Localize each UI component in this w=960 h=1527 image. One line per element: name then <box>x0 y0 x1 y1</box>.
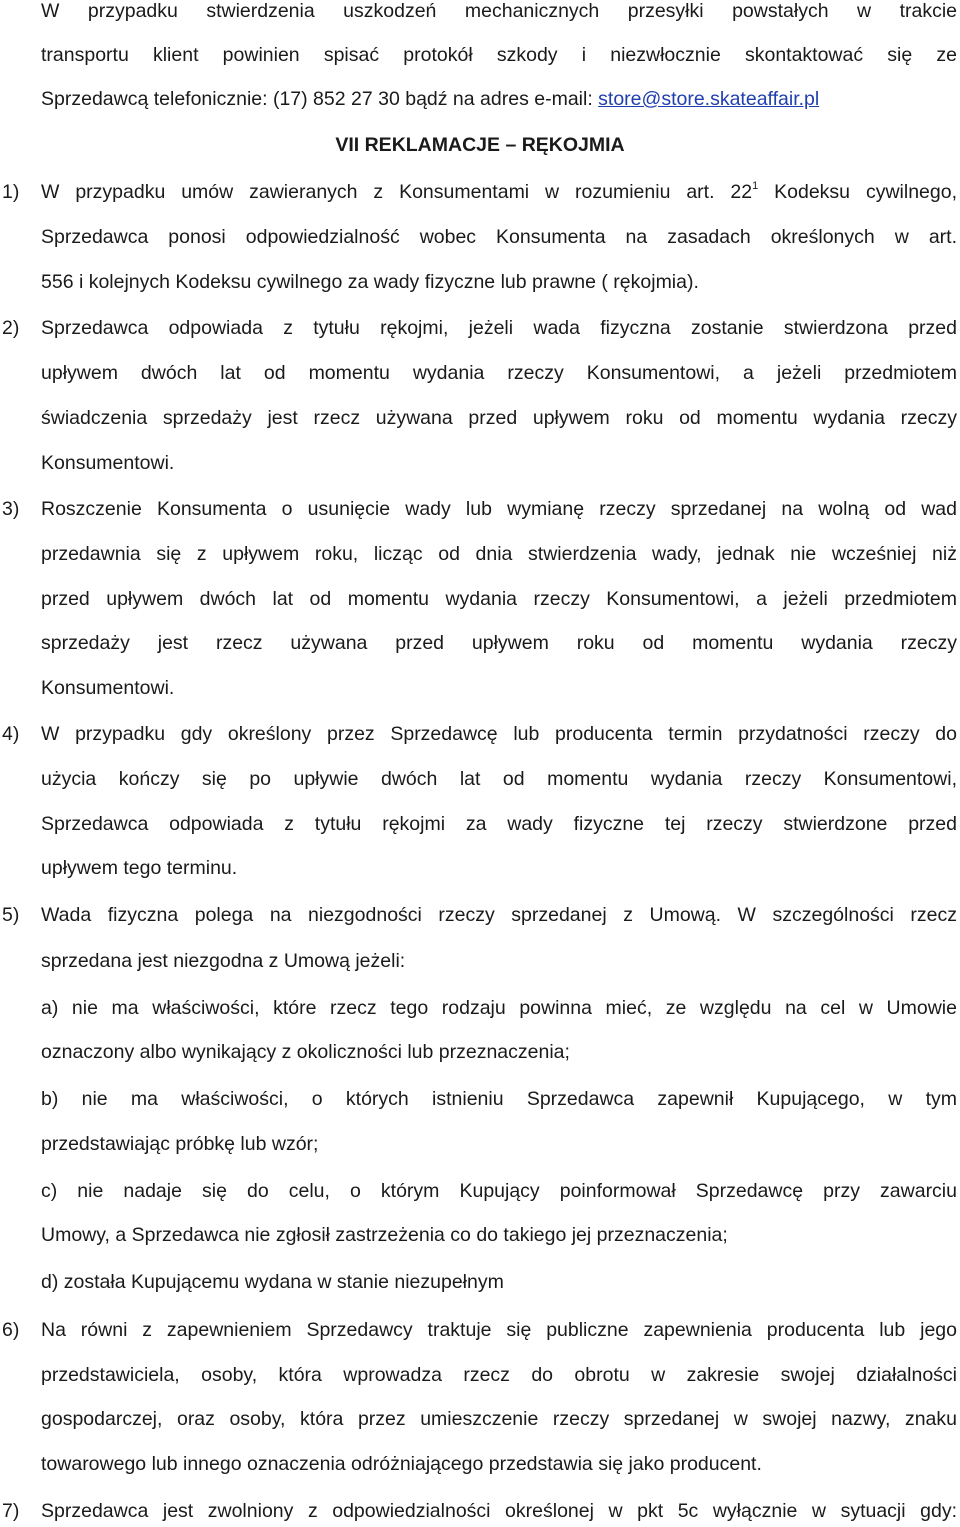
item-1-line-1 <box>41 177 957 207</box>
item-5-point-a-line-2: oznaczony albo wynikający z okoliczności lub przeznaczenia; <box>41 1041 570 1063</box>
item-6-number: 6) <box>2 1319 20 1341</box>
item-1-line-1-tail: Kodeksu cywilnego, <box>758 181 957 203</box>
item-5-number: 5) <box>2 904 20 926</box>
intro-line-3 <box>41 84 957 114</box>
item-1-line-1-text: W przypadku umów zawieranych z Konsumentami w rozumieniu art. 22 <box>41 181 753 203</box>
item-1-line-3: 556 i kolejnych Kodeksu cywilnego za wady fizyczne lub prawne ( rękojmia). <box>41 271 699 293</box>
item-6-line-4: towarowego lub innego oznaczenia odróżniającego przedstawia się jako producent. <box>41 1453 762 1475</box>
section-title: VII REKLAMACJE – RĘKOJMIA <box>335 134 625 156</box>
item-3-line-1: Roszczenie Konsumenta o usunięcie wady lub wymianę rzeczy sprzedanej na wolną od wad <box>41 498 957 520</box>
item-5-point-a-line-1: a) nie ma właściwości, które rzecz tego rodzaju powinna mieć, ze względu na cel w Umowie <box>41 997 957 1019</box>
item-5-line-2: sprzedana jest niezgodna z Umową jeżeli: <box>41 950 406 972</box>
item-4-number: 4) <box>2 723 20 745</box>
item-4-line-4: upływem tego terminu. <box>41 857 238 879</box>
item-6-line-2: przedstawiciela, osoby, która wprowadza rzecz do obrotu w zakresie swojej działalności <box>41 1364 957 1386</box>
item-3-line-3: przed upływem dwóch lat od momentu wydania rzeczy Konsumentowi, a jeżeli przedmiotem <box>41 588 957 610</box>
item-5-point-c-line-1: c) nie nadaje się do celu, o którym Kupujący poinformował Sprzedawcę przy zawarciu <box>41 1180 957 1202</box>
item-3-number: 3) <box>2 498 20 520</box>
item-2-line-4: Konsumentowi. <box>41 452 175 474</box>
email-link[interactable]: store@store.skateaffair.pl <box>598 88 820 110</box>
item-5-point-d-line-1: d) została Kupującemu wydana w stanie niezupełnym <box>41 1271 504 1293</box>
item-1-line-2: Sprzedawca ponosi odpowiedzialność wobec Konsumenta na zasadach określonych w art. <box>41 226 957 248</box>
item-2-number: 2) <box>2 317 20 339</box>
item-6-line-1: Na równi z zapewnieniem Sprzedawcy traktuje się publiczne zapewnienia producenta lub jego <box>41 1319 957 1341</box>
item-4-line-3: Sprzedawca odpowiada z tytułu rękojmi za wady fizyczne tej rzeczy stwierdzone przed <box>41 813 957 835</box>
item-5-point-c-line-2: Umowy, a Sprzedawca nie zgłosił zastrzeżenia co do takiego jej przeznaczenia; <box>41 1224 728 1246</box>
item-2-line-2: upływem dwóch lat od momentu wydania rzeczy Konsumentowi, a jeżeli przedmiotem <box>41 362 957 384</box>
item-1-number: 1) <box>2 181 20 203</box>
item-3-line-2: przedawnia się z upływem roku, licząc od dnia stwierdzenia wady, jednak nie wcześniej niż <box>41 543 957 565</box>
item-3-line-4: sprzedaży jest rzecz używana przed upływem roku od momentu wydania rzeczy <box>41 632 957 654</box>
item-6-line-3: gospodarczej, oraz osoby, która przez umieszczenie rzeczy sprzedanej w swojej nazwy, znaku <box>41 1408 957 1430</box>
intro-line-2: transportu klient powinien spisać protokół szkody i niezwłocznie skontaktować się ze <box>41 44 957 66</box>
item-4-line-1: W przypadku gdy określony przez Sprzedawcę lub producenta termin przydatności rzeczy do <box>41 723 957 745</box>
intro-line-1: W przypadku stwierdzenia uszkodzeń mechanicznych przesyłki powstałych w trakcie <box>41 0 957 22</box>
item-7-line-1: Sprzedawca jest zwolniony z odpowiedzialności określonej w pkt 5c wyłącznie w sytuacji gdy: <box>41 1500 957 1522</box>
item-4-line-2: użycia kończy się po upływie dwóch lat od momentu wydania rzeczy Konsumentowi, <box>41 768 957 790</box>
item-7-number: 7) <box>2 1500 20 1522</box>
item-5-point-b-line-2: przedstawiając próbkę lub wzór; <box>41 1133 319 1155</box>
item-2-line-3: świadczenia sprzedaży jest rzecz używana przed upływem roku od momentu wydania rzeczy <box>41 407 957 429</box>
intro-line-3-text: Sprzedawcą telefonicznie: (17) 852 27 30 bądź na adres e-mail: <box>41 88 599 110</box>
item-1-superscript: 1 <box>752 180 759 192</box>
item-5-point-b-line-1: b) nie ma właściwości, o których istnieniu Sprzedawca zapewnił Kupującego, w tym <box>41 1088 957 1110</box>
item-5-line-1: Wada fizyczna polega na niezgodności rzeczy sprzedanej z Umową. W szczególności rzecz <box>41 904 957 926</box>
item-3-line-5: Konsumentowi. <box>41 677 175 699</box>
item-2-line-1: Sprzedawca odpowiada z tytułu rękojmi, jeżeli wada fizyczna zostanie stwierdzona przed <box>41 317 957 339</box>
